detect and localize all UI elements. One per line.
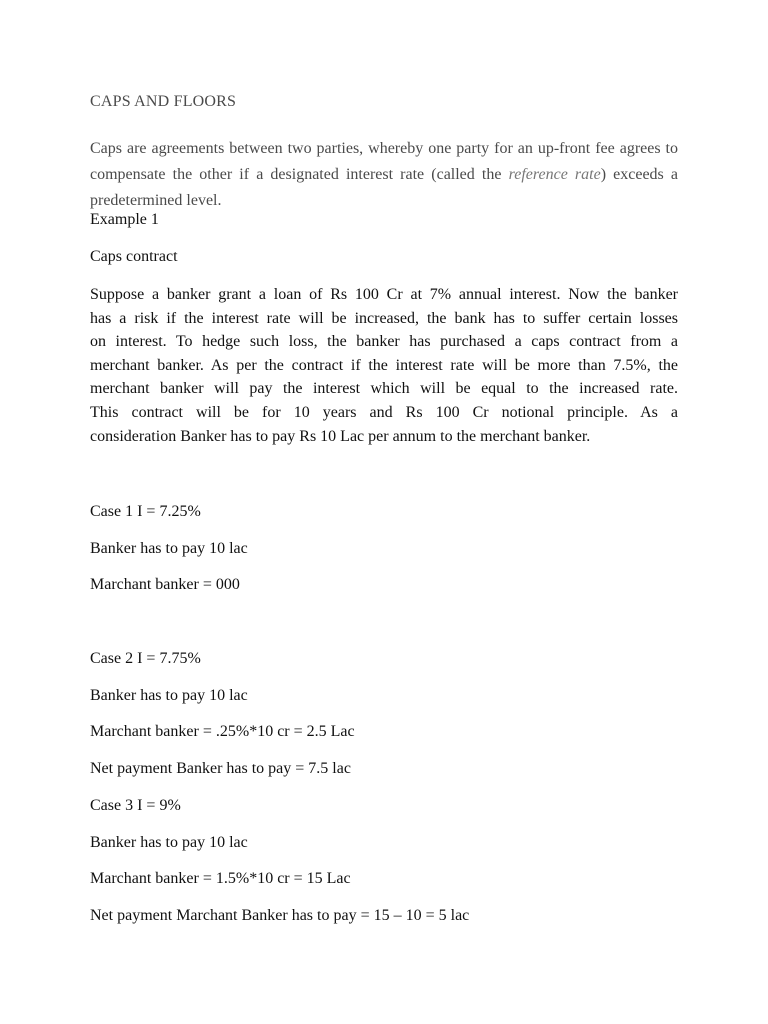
example-title: Example 1 [90, 211, 159, 228]
reference-rate-term: reference rate [508, 166, 601, 183]
case2-banker-line: Banker has to pay 10 lac [90, 687, 248, 704]
paragraph-line: on interest. To hedge such loss, the banker has purchased a caps contract from a [90, 333, 678, 351]
intro-paragraph [90, 136, 678, 214]
paragraph-line: consideration Banker has to pay Rs 10 Lac per annum to the merchant banker. [90, 427, 591, 445]
case1-title: Case 1 I = 7.25% [90, 503, 201, 520]
case3-banker-line: Banker has to pay 10 lac [90, 834, 248, 851]
paragraph-line: merchant banker will pay the interest which will be equal to the increased rate. [90, 380, 678, 398]
paragraph-line: This contract will be for 10 years and Rs 100 Cr notional principle. As a [90, 403, 678, 421]
example-paragraph [90, 283, 678, 448]
paragraph-line: merchant banker. As per the contract if the interest rate will be more than 7.5%, the [90, 356, 678, 374]
case2-title: Case 2 I = 7.75% [90, 650, 201, 667]
case1-merchant-line: Marchant banker = 000 [90, 576, 240, 593]
case3-net-line: Net payment Marchant Banker has to pay = 15 – 10 = 5 lac [90, 907, 470, 924]
paragraph-line: has a risk if the interest rate will be increased, the bank has to suffer certain losses [90, 309, 678, 327]
intro-text-after: ) exceeds a predetermined level. [90, 166, 679, 209]
intro-text-before: Caps are agreements between two parties, whereby one party for an up-front fee agrees to compensate the other if a designated interest rate (called the [90, 140, 678, 183]
case3-merchant-line: Marchant banker = 1.5%*10 cr = 15 Lac [90, 870, 351, 887]
section-heading: CAPS AND FLOORS [90, 93, 237, 110]
case3-title: Case 3 I = 9% [90, 797, 181, 814]
contract-title: Caps contract [90, 248, 178, 265]
case1-banker-line: Banker has to pay 10 lac [90, 540, 248, 557]
case2-merchant-line: Marchant banker = .25%*10 cr = 2.5 Lac [90, 723, 355, 740]
case2-net-line: Net payment Banker has to pay = 7.5 lac [90, 760, 351, 777]
paragraph-line: Suppose a banker grant a loan of Rs 100 Cr at 7% annual interest. Now the banker [90, 286, 678, 303]
